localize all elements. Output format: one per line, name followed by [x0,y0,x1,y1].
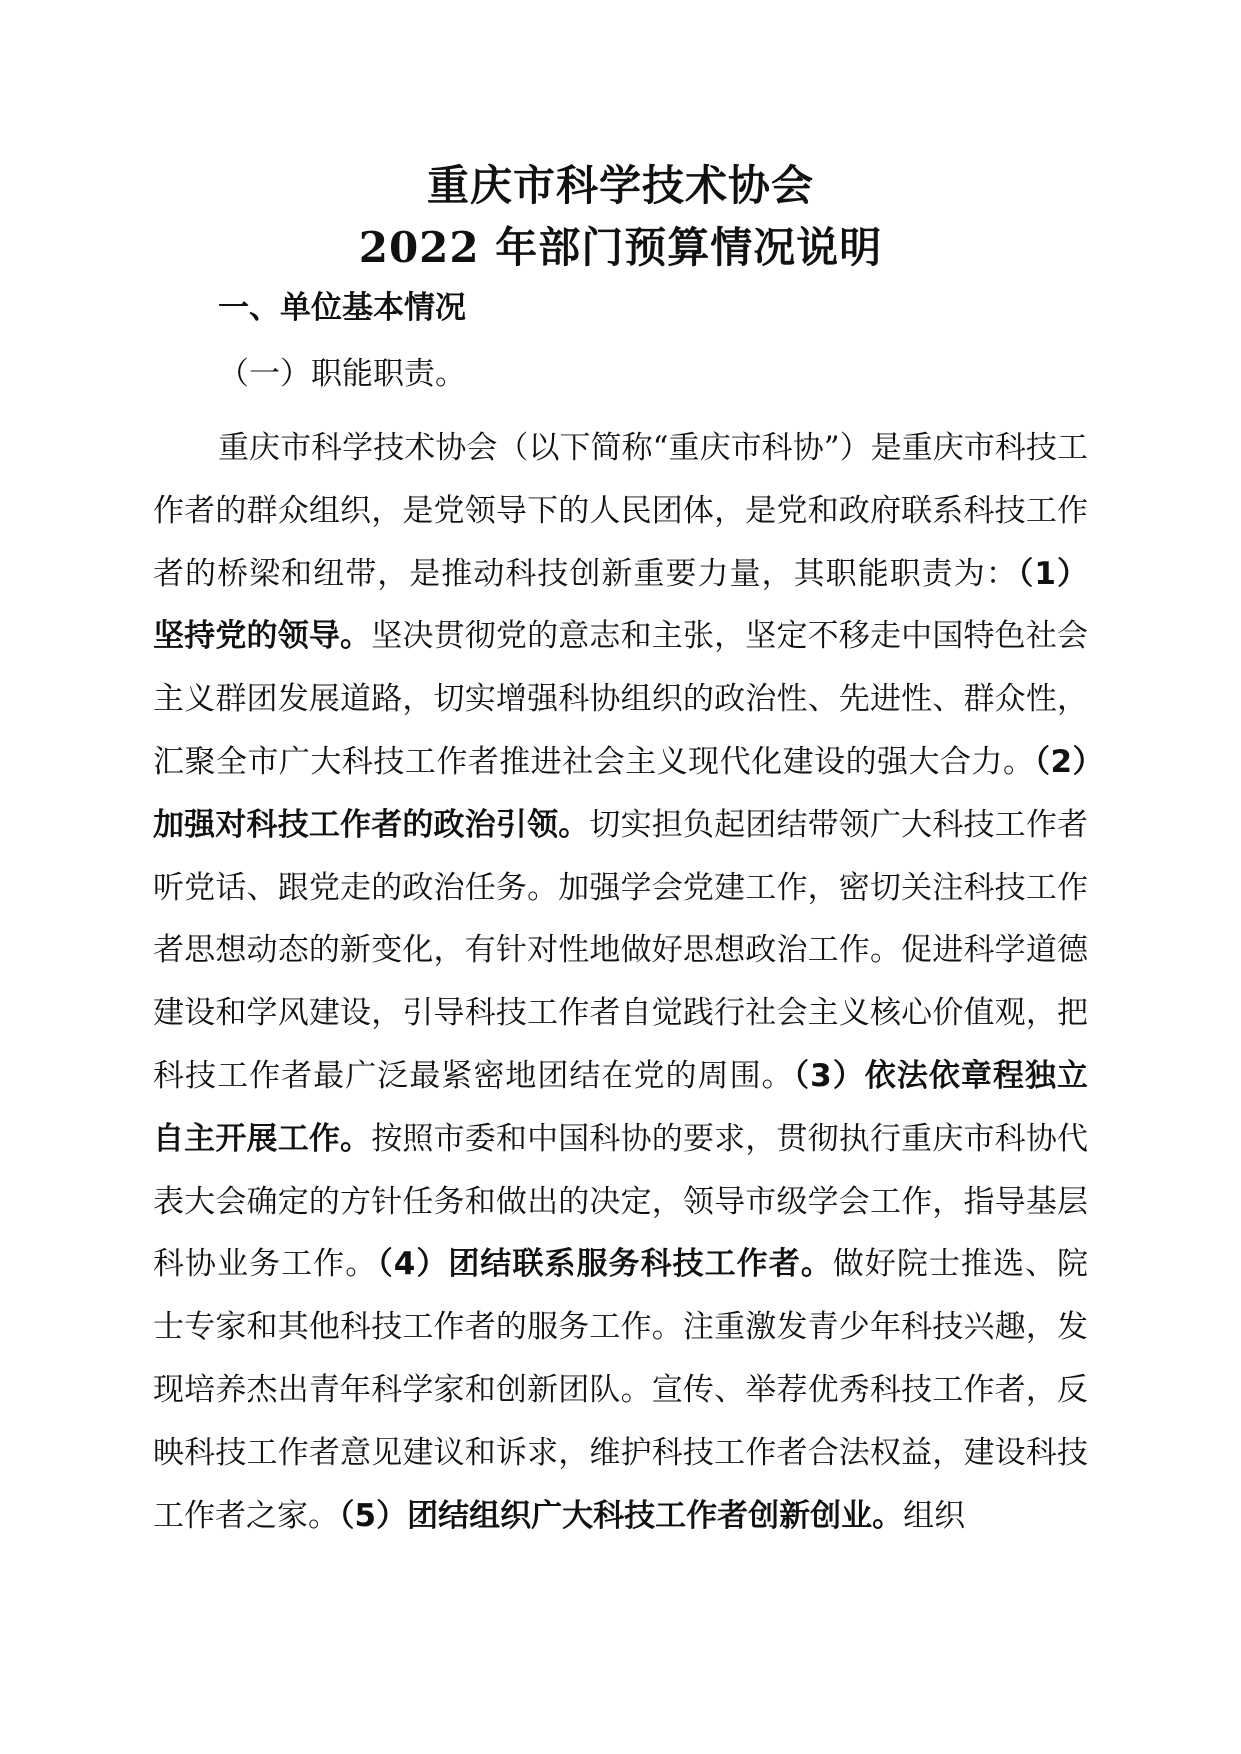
item5-heading: （5）团结组织广大科技工作者创新创业。 [339,1497,904,1534]
item5-text: 组织 [903,1497,966,1534]
item1-text: 坚决贯彻党的意志和主张，坚定不移走中国特色社会主义群团发展道路，切实增强科协组织的政治性、先进性、群众性，汇聚全市广大科技工作者推进社会主义现代化建设的强大合力。 [153,618,1089,780]
item2-text: 切实担负起团结带领广大科技工作者听党话、跟党走的政治任务。加强学会党建工作，密切关注科技工作者思想动态的新变化，有针对性地做好思想政治工作。促进科学道德建设和学风建设，引导科技工作者自觉践行社会主义核心价值观，把科技工作者最广泛最紧密地团结在党的周围。 [153,806,1089,1094]
body-paragraph [153,417,1088,1547]
item4-text: 做好院士推选、院士专家和其他科技工作者的服务工作。注重激发青少年科技兴趣，发现培养杰出青年科学家和创新团队。宣传、举荐优秀科技工作者，反映科技工作者意见建议和诉求，维护科技工作者合法权益，建设科技工作者之家。 [153,1246,1089,1534]
subsection-heading: （一）职能职责。 [218,356,466,392]
item4-heading: （4）团结联系服务科技工作者。 [377,1246,833,1283]
document-title-line1: 重庆市科学技术协会 [426,161,814,210]
section-heading: 一、单位基本情况 [218,290,466,326]
document-title-line2: 2022 年部门预算情况说明 [358,223,883,272]
item2-heading: （2）加强对科技工作者的政治引领。 [153,743,1088,843]
paragraph-intro: 重庆市科学技术协会（以下简称“重庆市科协”）是重庆市科技工作者的群众组织，是党领导下的人民团体，是党和政府联系科技工作者的桥梁和纽带，是推动科技创新重要力量，其职能职责为： [153,430,1088,592]
item3-text: 按照市委和中国科协的要求，贯彻执行重庆市科协代表大会确定的方针任务和做出的决定，领导市级学会工作，指导基层科协业务工作。 [153,1120,1089,1283]
item1-heading: （1）坚持党的领导。 [153,555,1088,655]
item3-heading: （3）依法依章程独立自主开展工作。 [153,1057,1088,1157]
